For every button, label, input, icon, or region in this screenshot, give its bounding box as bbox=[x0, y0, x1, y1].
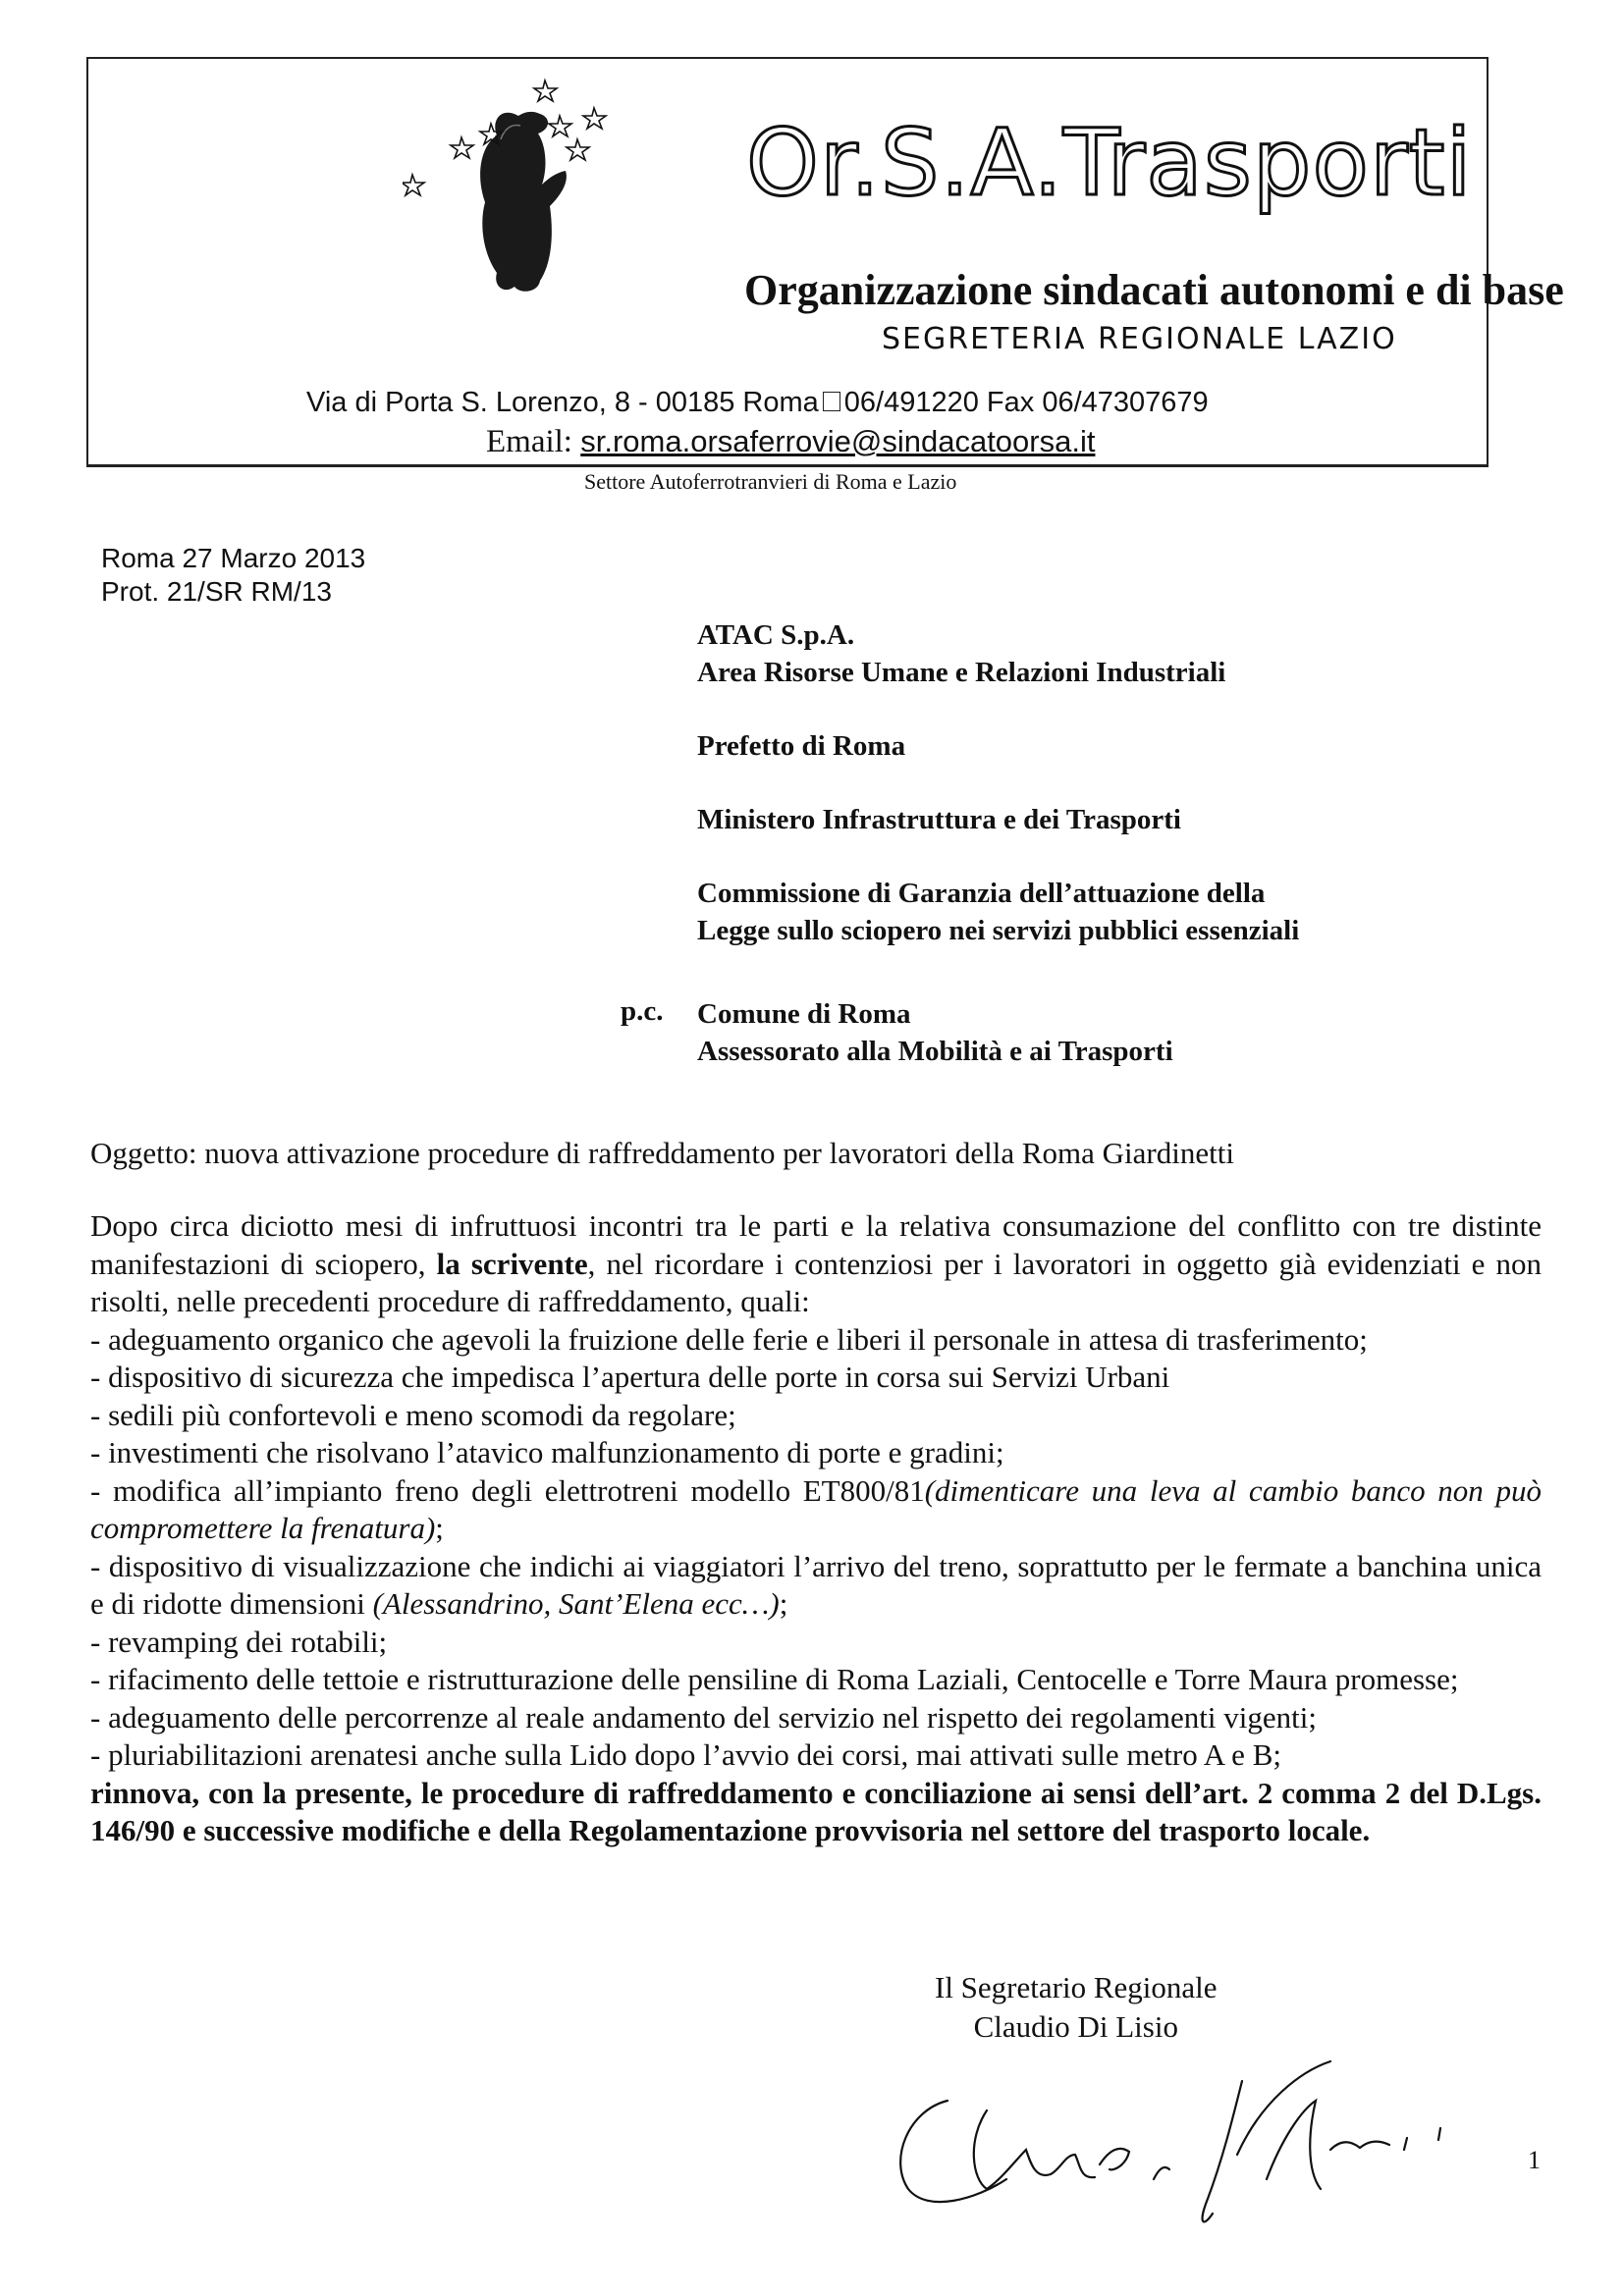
recipient bbox=[697, 875, 1299, 949]
signature-block bbox=[935, 1968, 1218, 2047]
item-text: ; bbox=[435, 1511, 444, 1545]
closing-paragraph: rinnova, con la presente, le procedure di raffreddamento e conciliazione ai sensi dell’art. 2 comma 2 del D.Lgs. 146/90 e successive modifiche e della Regolamentazione provvisoria nel settore del trasporto locale. bbox=[90, 1775, 1542, 1847]
address-phone-fax: 06/491220 Fax 06/47307679 bbox=[843, 387, 1209, 418]
organization-subtitle: SEGRETERIA REGIONALE LAZIO bbox=[882, 322, 1397, 356]
handwritten-signature bbox=[869, 2042, 1478, 2238]
intro-text: Dopo circa diciotto mesi di infruttuosi incontri tra le parti e la relativa consumazione del conflitto con tre distinte manifestazioni di sciopero, bbox=[90, 1208, 1542, 1281]
letter-date: Roma 27 Marzo 2013 bbox=[101, 543, 366, 573]
email-row bbox=[486, 424, 1095, 460]
item-italic: (dimenticare una leva al cambio banco non può compromettere la frenatura) bbox=[90, 1472, 1542, 1545]
intro-text: , nel ricordare i contenziosi per i lavoratori in oggetto già evidenziati e non risolti, nelle precedenti procedure di raffreddamento, quali: bbox=[90, 1246, 1543, 1318]
page-number: 1 bbox=[1528, 2146, 1541, 2174]
recipient bbox=[697, 727, 1299, 765]
recipient bbox=[697, 801, 1299, 838]
bear-with-stars-logo bbox=[403, 77, 638, 312]
protocol-number: Prot. 21/SR RM/13 bbox=[101, 576, 332, 607]
subject-line: Oggetto: nuova attivazione procedure di raffreddamento per lavoratori della Roma Giardinetti bbox=[90, 1136, 1234, 1170]
list-item: - dispositivo di sicurezza che impedisca l’apertura delle porte in corsa sui Servizi Urbani bbox=[90, 1360, 1170, 1394]
list-item: - pluriabilitazioni arenatesi anche sulla Lido dopo l’avvio dei corsi, mai attivati sulle metro A e B; bbox=[90, 1737, 1281, 1772]
address-line bbox=[306, 387, 1209, 419]
recipient-line: Area Risorse Umane e Relazioni Industriali bbox=[697, 657, 1226, 688]
cc-recipient bbox=[697, 995, 1173, 1070]
list-item: - rifacimento delle tettoie e ristrutturazione delle pensiline di Roma Laziali, Centocelle e Torre Maura promesse; bbox=[90, 1662, 1459, 1696]
letterhead bbox=[86, 57, 1564, 467]
recipient-line: Commissione di Garanzia dell’attuazione della bbox=[697, 878, 1266, 909]
cc-label: p.c. bbox=[621, 995, 664, 1027]
list-item: - revamping dei rotabili; bbox=[90, 1624, 388, 1659]
list-item: - adeguamento organico che agevoli la fruizione delle ferie e liberi il personale in attesa di trasferimento; bbox=[90, 1321, 1368, 1357]
recipients-block bbox=[697, 616, 1299, 986]
signatory-name: Claudio Di Lisio bbox=[973, 2009, 1178, 2044]
cc-line: Comune di Roma bbox=[697, 998, 911, 1030]
recipient-line: Ministero Infrastruttura e dei Trasporti bbox=[697, 804, 1181, 835]
email-link[interactable]: sr.roma.orsaferrovie@sindacatoorsa.it bbox=[580, 424, 1096, 458]
letter-body bbox=[90, 1207, 1542, 1850]
organization-name: Organizzazione sindacati autonomi e di base bbox=[744, 266, 1564, 314]
item-text: - modifica all’impianto freno degli elettrotreni modello ET800/81 bbox=[90, 1472, 925, 1508]
list-item bbox=[90, 1548, 1542, 1624]
list-item bbox=[90, 1472, 1542, 1548]
item-text: ; bbox=[779, 1586, 788, 1621]
cc-line: Assessorato alla Mobilità e ai Trasporti bbox=[697, 1036, 1173, 1067]
list-item: - sedili più confortevoli e meno scomodi da regolare; bbox=[90, 1397, 736, 1432]
signatory-title: Il Segretario Regionale bbox=[935, 1970, 1218, 2004]
item-text: - dispositivo di visualizzazione che indichi ai viaggiatori l’arrivo del treno, soprattutto per le fermate a banchina unica e di ridotte dimensioni bbox=[90, 1548, 1542, 1621]
item-italic: (Alessandrino, Sant’Elena ecc…) bbox=[372, 1586, 780, 1621]
list-item: - adeguamento delle percorrenze al reale andamento del servizio nel rispetto dei regolamenti vigenti; bbox=[90, 1699, 1317, 1735]
recipient-line: Prefetto di Roma bbox=[697, 730, 906, 762]
recipient bbox=[697, 616, 1299, 691]
intro-bold: la scrivente bbox=[436, 1246, 588, 1281]
sector-caption: Settore Autoferrotranvieri di Roma e Lazio bbox=[584, 469, 957, 494]
recipient-line: ATAC S.p.A. bbox=[697, 619, 855, 651]
recipient-line: Legge sullo sciopero nei servizi pubblici essenziali bbox=[697, 915, 1300, 946]
list-item: - investimenti che risolvano l’atavico malfunzionamento di porte e gradini; bbox=[90, 1435, 1004, 1469]
intro-paragraph bbox=[90, 1207, 1542, 1321]
date-protocol-block bbox=[101, 542, 365, 609]
phone-box-icon bbox=[823, 392, 840, 411]
brand-name: Or.S.A.Trasporti bbox=[746, 110, 1473, 217]
email-label: Email: bbox=[486, 424, 572, 459]
address-street: Via di Porta S. Lorenzo, 8 - 00185 Roma bbox=[306, 387, 819, 418]
